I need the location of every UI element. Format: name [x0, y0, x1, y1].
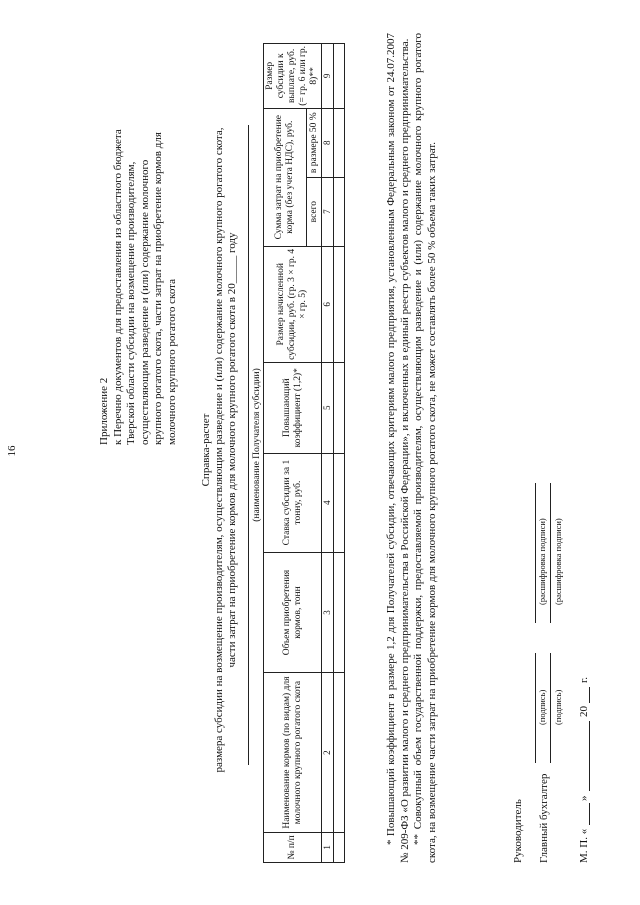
stamp-year: 20 [578, 706, 590, 717]
column-number: 9 [322, 44, 334, 109]
signature-block [490, 323, 602, 863]
footnote-limit: ** Совокупный объем государственной поддержки, предоставляемой производителям, осуществляющим разведение и (или) содержание молочного крупного рогатого скота, на возмещение части затрат на приобретение кормов для молочного крупного рогатого скота, не может составлять более 50 % объема таких затрат. [412, 33, 438, 863]
accountant-label: Главный бухгалтер [538, 773, 550, 863]
table-cell [334, 177, 345, 246]
document-title [200, 55, 239, 845]
appendix-line: Приложение 2 [98, 377, 110, 445]
table-cell [334, 673, 345, 832]
accountant-sign-caption: (подпись) [553, 689, 563, 725]
col-header-feed-name: Наименование кормов (по видам) для молочного крупного рогатого скота [264, 673, 322, 832]
footnotes [385, 33, 439, 863]
appendix-line: Тверской области субсидии на возмещение производителям, [125, 161, 137, 445]
column-number: 4 [322, 453, 334, 552]
accountant-signature-row [538, 323, 578, 863]
column-number: 2 [322, 673, 334, 832]
table-cell [334, 246, 345, 362]
table-cell [334, 453, 345, 552]
col-header-accrued: Размер начисленной субсидии, руб. (гр. 3 × гр. 4 × гр. 5) [264, 246, 322, 362]
day-line [578, 803, 590, 825]
column-number: 7 [322, 177, 334, 246]
table-cell [334, 552, 345, 673]
table-cell [334, 363, 345, 454]
head-decode-line [524, 483, 536, 623]
column-number: 3 [322, 552, 334, 673]
table-cell [334, 832, 345, 862]
subsidy-calc-table [263, 43, 345, 863]
appendix-line: осуществляющим разведение и (или) содержание молочного [138, 159, 151, 445]
col-header-volume: Объем приобретения кормов, тонн [264, 552, 322, 673]
col-header-rate: Ставка субсидии за 1 тонну, руб. [264, 453, 322, 552]
head-label: Руководитель [512, 799, 524, 863]
column-number: 5 [322, 363, 334, 454]
column-number: 6 [322, 246, 334, 362]
appendix-line: к Перечню документов для предоставления из областного бюджета [111, 129, 124, 445]
stamp-mid: » [578, 795, 590, 801]
recipient-label: (наименование Получателя субсидии) [252, 368, 262, 522]
accountant-sign-line [539, 653, 551, 763]
page-number: 16 [6, 445, 18, 457]
stamp-date-row [578, 323, 602, 863]
table-cell [334, 44, 345, 109]
head-decode-caption: (расшифровка подписи) [537, 518, 547, 605]
title-line: размера субсидии на возмещение производителям, осуществляющим разведение и (или) содержание молочного крупного рогатого скота, [213, 127, 225, 773]
title-line: части затрат на приобретение кормов для молочного крупного рогатого скота в 20_____ году [226, 232, 238, 668]
blank-data-row [334, 44, 345, 863]
col-header-payout: Размер субсидии к выплате, руб. (= гр. 6 или гр. 8)** [264, 44, 322, 109]
col-header-costs: Сумма затрат на приобретение корма (без учета НДС), руб. [264, 108, 307, 246]
column-number: 8 [322, 108, 334, 177]
stamp-prefix: М. П. « [578, 828, 590, 863]
column-number: 1 [322, 832, 334, 862]
appendix-line: крупного рогатого скота, части затрат на приобретение кормов для [152, 132, 164, 445]
accountant-decode-caption: (расшифровка подписи) [553, 518, 563, 605]
col-header-coefficient: Повышающий коэффициент (1,2)* [264, 363, 322, 454]
month-line [578, 721, 590, 791]
footnote-coefficient: * Повышающий коэффициент в размере 1,2 для Получателей субсидии, отвечающих критериям малого предприятия, установленным Федеральным законом от 24.07.2007 № 209-ФЗ «О развитии малого и среднего предпринимательства в Российской Федерации», и включенных в единый реестр субъектов малого и среднего предпринимательства. [385, 33, 411, 863]
head-sign-caption: (подпись) [537, 689, 547, 725]
appendix-line: молочного крупного рогатого скота [165, 279, 178, 445]
year-line [578, 687, 590, 703]
recipient-name-line [248, 125, 249, 765]
stamp-suffix: г. [578, 676, 590, 683]
appendix-header [98, 25, 179, 445]
accountant-decode-line [539, 483, 551, 623]
head-sign-line [524, 653, 536, 763]
col-header-number: № п/п [264, 832, 322, 862]
table-cell [334, 108, 345, 177]
title-line: Справка-расчет [200, 413, 212, 487]
column-number-row [322, 44, 334, 863]
col-header-costs-total: всего [307, 177, 322, 246]
col-header-costs-half: в размере 50 % [307, 108, 322, 177]
